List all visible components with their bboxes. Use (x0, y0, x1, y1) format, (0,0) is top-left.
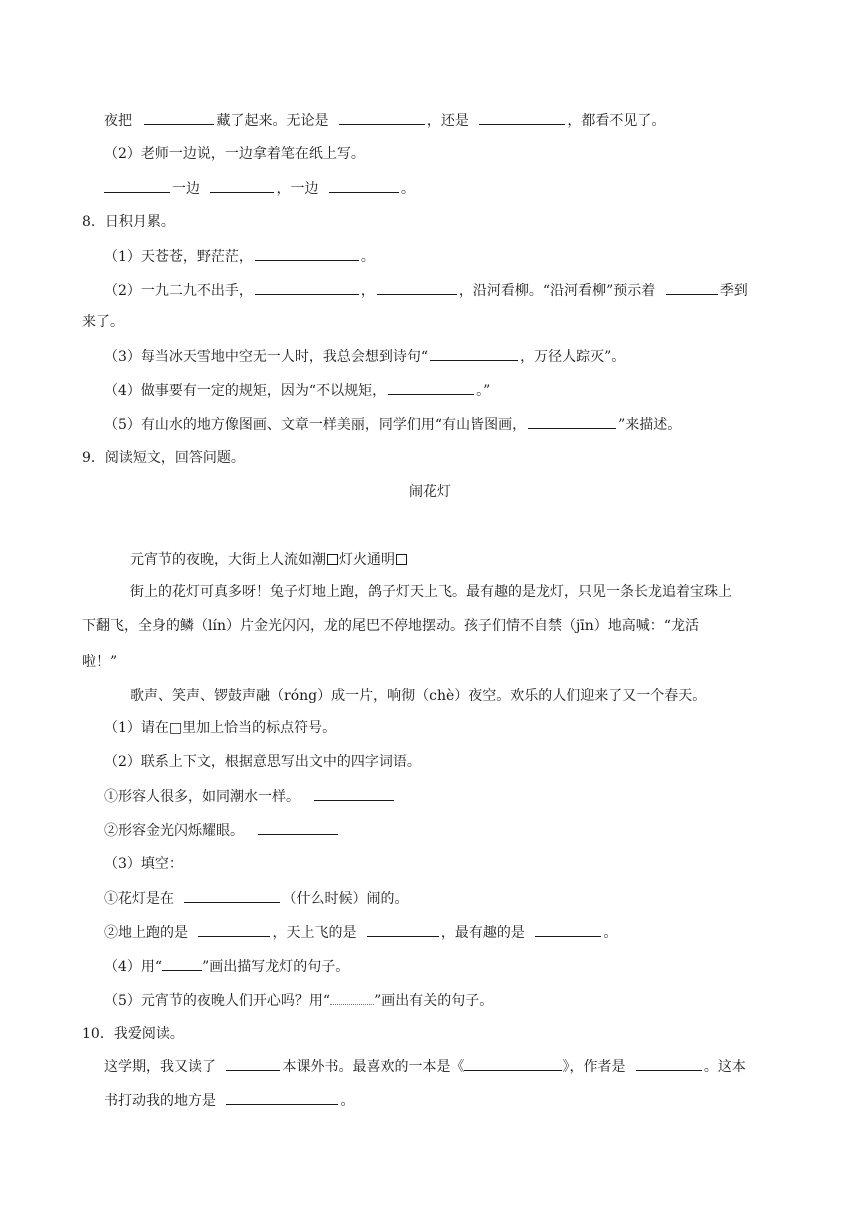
answer-blank[interactable] (535, 922, 601, 937)
q10-line-1 (104, 1056, 746, 1077)
answer-blank[interactable] (314, 786, 394, 801)
text: 灯火通明 (339, 552, 395, 568)
answer-blank[interactable] (430, 346, 518, 361)
q9-sub-2: （2）联系上下文，根据意思写出文中的四字词语。 (104, 754, 421, 770)
text: ”画出描写龙灯的句子。 (202, 959, 350, 975)
text: 。 (360, 249, 375, 265)
answer-blank[interactable] (258, 820, 338, 835)
text: 这学期，我又读了 (104, 1059, 216, 1075)
answer-blank[interactable] (339, 110, 425, 125)
q8-item-2-cont: 来了。 (82, 314, 124, 330)
q9-sub-2-2 (104, 820, 340, 841)
text: （4）用“ (104, 959, 163, 975)
text: 。” (476, 383, 491, 399)
passage-title: 闹花灯 (409, 484, 451, 500)
q10-title: 10．我爱阅读。 (82, 1026, 184, 1042)
answer-blank[interactable] (329, 178, 399, 193)
text: （什么时候）闹的。 (282, 891, 409, 907)
text: 。这本 (703, 1059, 746, 1075)
text: 书打动我的地方是 (104, 1093, 216, 1109)
text: ，最有趣的是 (440, 925, 525, 941)
answer-blank[interactable] (184, 888, 280, 903)
q10-line-2 (104, 1090, 354, 1111)
punctuation-box[interactable] (327, 554, 338, 565)
text: （1）天苍苍，野茫茫， (104, 249, 253, 265)
passage-para-3: 歌声、笑声、锣鼓声融（róng）成一片，响彻（chè）夜空。欢乐的人们迎来了又一个春天。 (130, 688, 707, 704)
text: 。 (340, 1093, 355, 1109)
q7-sub2: （2）老师一边说，一边拿着笔在纸上写。 (104, 146, 365, 162)
text: ，还是 (426, 113, 469, 129)
q9-sub-3-2 (104, 922, 617, 943)
text: ”来描述。 (618, 417, 682, 433)
answer-blank[interactable] (479, 110, 565, 125)
text: 季到 (719, 283, 748, 299)
q8-item-5 (104, 414, 681, 435)
q8-item-2 (104, 280, 748, 301)
answer-blank[interactable] (255, 246, 359, 261)
passage-para-2-line-1: 街上的花灯可真多呀！兔子灯地上跑，鸽子灯天上飞。最有趣的是龙灯，只见一条长龙追着宝珠上 (130, 584, 732, 600)
text: （2）一九二九不出手， (104, 283, 253, 299)
q7-line-1 (104, 110, 665, 131)
text: 夜把 (104, 113, 132, 129)
text: 一边 (172, 181, 200, 197)
answer-blank[interactable] (255, 280, 359, 295)
q8-item-1 (104, 246, 375, 267)
text: ”画出有关的句子。 (374, 993, 494, 1009)
passage-para-2-line-2: 下翻飞，全身的鳞（lín）片金光闪闪，龙的尾巴不停地摆动。孩子们情不自禁（jīn）地高喊：“龙活 (82, 618, 699, 634)
text: （4）做事要有一定的规矩，因为“不以规矩， (104, 383, 387, 399)
text: ②地上跑的是 (104, 925, 188, 941)
text: ，沿河看柳。“沿河看柳”预示着 (458, 283, 656, 299)
answer-blank[interactable] (198, 922, 270, 937)
text: 。 (603, 925, 618, 941)
answer-blank[interactable] (226, 1056, 280, 1071)
text: 藏了起来。无论是 (216, 113, 329, 129)
text: ①花灯是在 (104, 891, 174, 907)
text: （5）元宵节的夜晚人们开心吗？用“ (104, 993, 331, 1009)
passage-para-2-line-3: 啦！” (82, 654, 118, 670)
text: （5）有山水的地方像图画、文章一样美丽，同学们用“有山皆图画， (104, 417, 527, 433)
text: ，一边 (276, 181, 319, 197)
text: ①形容人很多，如同潮水一样。 (104, 789, 300, 805)
q9-title: 9．阅读短文，回答问题。 (82, 450, 245, 466)
answer-blank[interactable] (144, 110, 214, 125)
q8-title: 8．日积月累。 (82, 214, 175, 230)
answer-blank[interactable] (377, 280, 457, 295)
text: ，天上飞的是 (272, 925, 357, 941)
q9-sub-4 (104, 956, 349, 977)
solid-underline-sample (162, 956, 202, 971)
q9-sub-3: （3）填空： (104, 856, 183, 872)
text: 。 (400, 181, 415, 197)
answer-blank[interactable] (104, 178, 170, 193)
answer-blank[interactable] (388, 380, 474, 395)
answer-blank[interactable] (528, 414, 616, 429)
q9-sub-2-1 (104, 786, 396, 807)
q9-sub-3-1 (104, 888, 408, 909)
q9-sub-5 (104, 990, 493, 1011)
answer-blank[interactable] (226, 1090, 338, 1105)
answer-blank[interactable] (210, 178, 274, 193)
wavy-underline-sample (330, 990, 374, 1005)
text: ， (360, 283, 375, 299)
passage-para-1 (130, 550, 408, 570)
answer-blank[interactable] (464, 1056, 562, 1071)
punctuation-box[interactable] (396, 554, 407, 565)
answer-blank[interactable] (367, 922, 439, 937)
q8-item-3 (104, 346, 625, 367)
text: （3）每当冰天雪地中空无一人时，我总会想到诗句“ (104, 349, 429, 365)
answer-blank[interactable] (666, 280, 718, 295)
text: ，都看不见了。 (567, 113, 666, 129)
text: ，万径人踪灭”。 (520, 349, 626, 365)
text: 本课外书。最喜欢的一本是《 (282, 1059, 465, 1075)
q7-sub2-answer (104, 178, 415, 199)
q9-sub-1: （1）请在□里加上恰当的标点符号。 (104, 720, 337, 736)
text: 》，作者是 (562, 1059, 626, 1075)
text: 元宵节的夜晚，大街上人流如潮 (130, 552, 326, 568)
answer-blank[interactable] (636, 1056, 702, 1071)
text: ②形容金光闪烁耀眼。 (104, 823, 244, 839)
q8-item-4 (104, 380, 490, 401)
